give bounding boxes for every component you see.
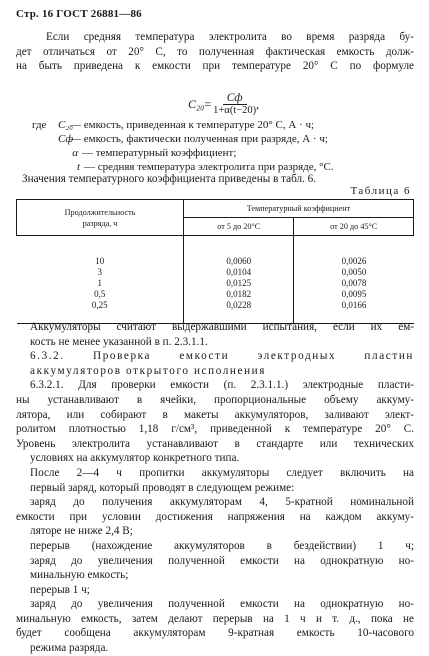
table-reference-text: Значения температурного коэффициента приведены в табл. 6.	[22, 173, 317, 185]
column-header-duration: Продолжительность разряда, ч	[17, 200, 184, 236]
page-header: Стр. 16 ГОСТ 26881—86	[16, 8, 142, 20]
paragraph-6-3-2-1: 6.3.2.1. Для проверки емкости (п. 2.3.1.1.) электродные пласти- ны устанавливают в ячейки, пропорциональные объему аккуму- лятора, или собирают в макеты аккумуляторов, заливают элект- ролитом плотностью 1,18 г/см³, приведенной к температуре 20° С. Уровень электролита устанавливают в стандарте или технических условиях на аккумулятор конкретного типа.	[16, 379, 414, 465]
paragraph-accumulators-pass: Аккумуляторы считают выдержавшими испытания, если их ем- кость не менее указанной в п. 2.3.1.1.	[30, 321, 414, 348]
formula-numerator: Cф	[223, 92, 247, 105]
body-text	[16, 320, 414, 656]
formula-lhs: C₂₀	[188, 96, 205, 111]
coefficient-table	[16, 199, 414, 324]
table-row: 0,25 0,0228 0,0166	[17, 300, 414, 324]
column-header-range-2: от 20 до 45°С	[294, 218, 414, 236]
paragraph-final: заряд до увеличения полученной емкости на однократную но- минальную емкость, затем делают перерыв на 1 ч и т. д., пока не будет сообщена аккумуляторам 9-кратная емкость 10-часового режима разряда.	[16, 598, 414, 655]
table-caption: Таблица 6	[350, 185, 411, 197]
table-row: 10 0,0060 0,0026	[17, 236, 414, 268]
definition-item: α — температурный коэффициент;	[72, 147, 237, 159]
table-row: 1 0,0125 0,0078	[17, 278, 414, 289]
definition-item: t — средняя температура электролита при разряде, °С.	[76, 161, 334, 173]
definitions-list	[32, 118, 334, 174]
paragraph-break-2: перерыв 1 ч;	[30, 583, 90, 596]
paragraph-after-impregnation: После 2—4 ч пропитки аккумуляторы следует включить на первый заряд, который проводят в следующем режиме:	[30, 466, 414, 494]
formula-denominator: 1+α(t−20)	[213, 105, 257, 116]
paragraph-charge-4: заряд до получения аккумуляторам 4, 5-кратной номинальной емкости при условии достижения напряжения на каждом аккуму- ляторе не ниже 2,4 В;	[16, 496, 414, 538]
column-header-range-1: от 5 до 20°С	[184, 218, 294, 236]
paragraph-intro: Если средняя температура электролита во время разряда бу- дет отличаться от 20° С, то полученная фактическая емкость долж- на быть приведена к емкости при температуре 20° С по формуле	[16, 31, 414, 73]
paragraph-break-1: перерыв (нахождение аккумуляторов в бездействии) 1 ч;	[30, 539, 414, 552]
table-row: 3 0,0104 0,0050	[17, 267, 414, 278]
table-row: 0,5 0,0182 0,0095	[17, 289, 414, 300]
column-header-coefficient: Температурный коэффициент	[184, 200, 414, 218]
definition-item: Cф — емкость, фактически полученная при разряде, А · ч;	[58, 133, 328, 145]
section-heading-6-3-2: 6.3.2. Проверка емкости электродных пластин аккумуляторов открытого исполнения	[30, 350, 414, 377]
formula: C₂₀ = $\frac{Cф}{1+\alpha(t-20)}$ ,	[188, 92, 260, 116]
definition-item: где C₂₀ — емкость, приведенная к температуре 20° С, А · ч;	[32, 119, 315, 131]
paragraph-charge-nominal: заряд до увеличения полученной емкости на однократную но- минальную емкость;	[30, 554, 414, 582]
